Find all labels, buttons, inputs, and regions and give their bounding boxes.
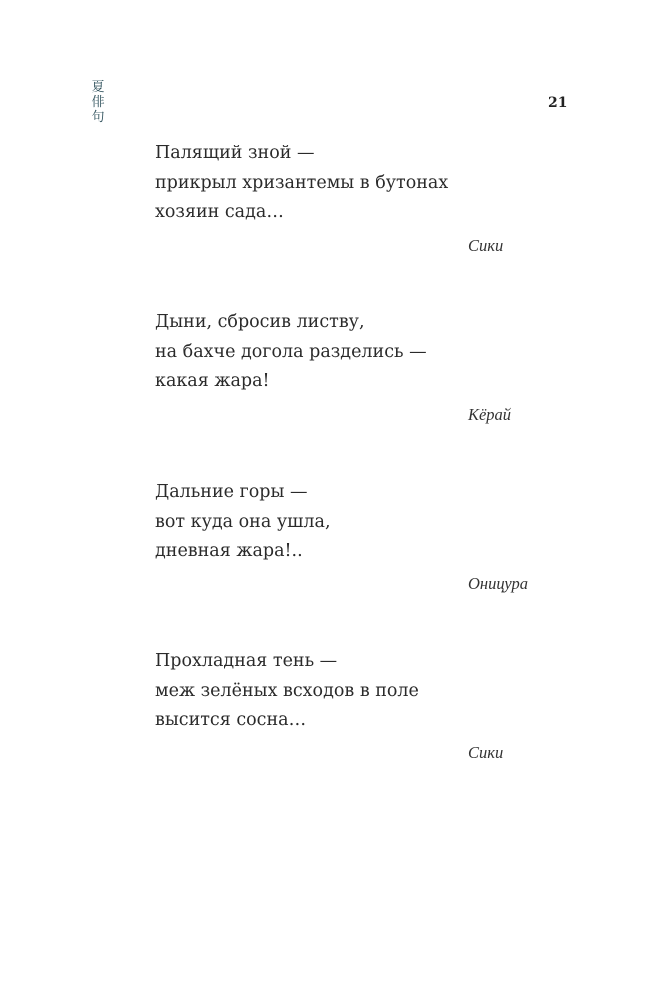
poem-line: Дальние горы — — [155, 482, 308, 502]
poem-line: Дыни, сбросив листву, — [155, 312, 365, 332]
page-number: 21 — [548, 95, 568, 111]
kanji-char: 俳 — [91, 95, 105, 110]
vertical-title-kanji — [88, 80, 108, 125]
poem-author: Сики — [468, 236, 504, 255]
poem-line: Прохладная тень — — [155, 651, 338, 671]
poem-author: Оницура — [468, 574, 528, 593]
kanji-char: 夏 — [91, 80, 105, 95]
poem — [155, 139, 575, 228]
poem — [155, 308, 575, 397]
poem-line: прикрыл хризантемы в бутонах — [155, 172, 449, 193]
poem-line: какая жара! — [155, 371, 270, 391]
poem-line: вот куда она ушла, — [155, 511, 331, 532]
poem-author: Сики — [468, 743, 504, 762]
poem — [155, 478, 575, 567]
poem-line: хозяин сада… — [155, 202, 284, 222]
kanji-char: 句 — [91, 110, 105, 125]
poem-author: Кёрай — [468, 405, 512, 424]
poem-line: на бахче догола разделись — — [155, 341, 427, 362]
poem-line: меж зелёных всходов в поле — [155, 680, 419, 701]
poem-line: дневная жара!.. — [155, 541, 303, 561]
poem-line: высится сосна… — [155, 710, 307, 730]
poem — [155, 647, 575, 736]
poem-line: Палящий зной — — [155, 143, 315, 163]
